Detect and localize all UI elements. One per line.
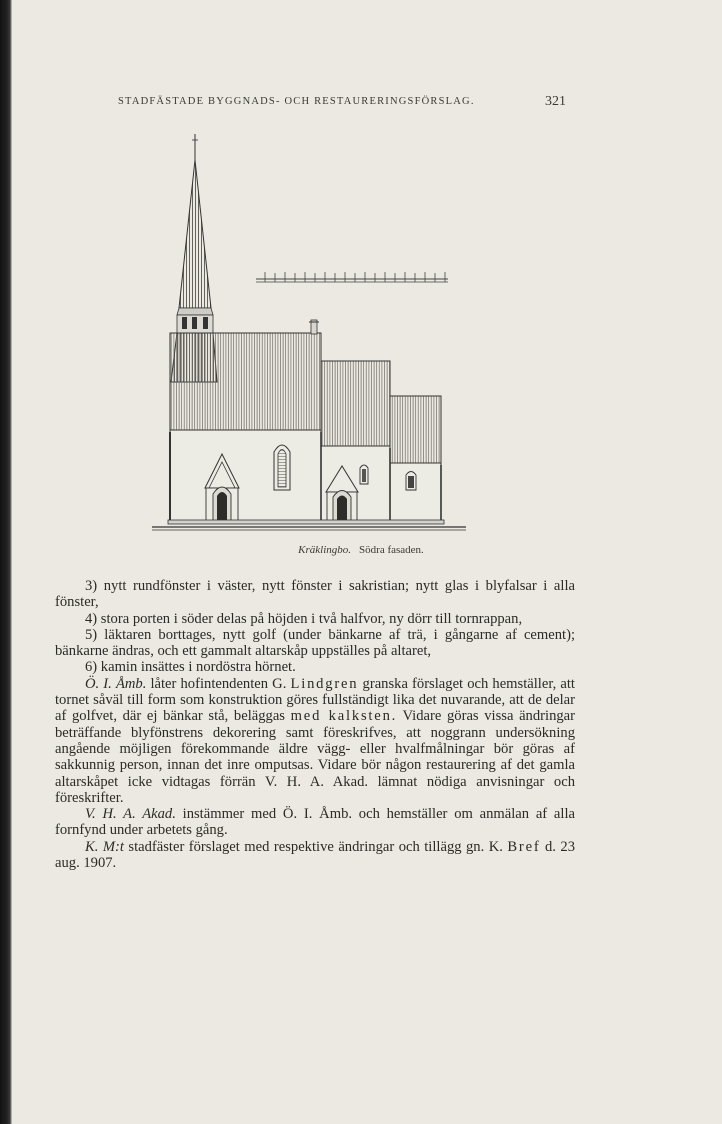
paragraph-kmt <box>55 839 575 872</box>
spaced-med: med kalksten. <box>290 708 398 725</box>
apse-wall <box>390 463 441 522</box>
apse-window <box>406 472 416 491</box>
caption-description: Södra fasaden. <box>359 544 424 556</box>
item-6: 6) kamin insättes i nordöstra hörnet. <box>85 659 296 676</box>
scan-binding-edge <box>0 0 12 1124</box>
text-segment: instämmer med Ö. I. Åmb. och hemställer om anmälan af alla fornfynd under arbetets gång. <box>55 806 575 839</box>
paragraph-amb <box>55 676 575 806</box>
church-south-facade-drawing <box>150 132 470 537</box>
abbr-amb: Ö. I. Åmb. <box>85 675 147 692</box>
nave-roof <box>170 333 321 430</box>
paragraph-vha <box>55 806 575 839</box>
caption-place: Kräklingbo. <box>298 544 352 556</box>
text-segment: stadfäster förslaget med respektive ändringar och tillägg gn. K. <box>128 838 503 855</box>
page-number: 321 <box>545 94 566 109</box>
running-title: STADFÄSTADE BYGGNADS- OCH RESTAURERINGSFÖRSLAG. <box>118 96 475 107</box>
item-4: 4) stora porten i söder delas på höjden i två halfvor, ny dörr till tornrappan, <box>85 610 523 627</box>
apse-roof <box>390 396 441 463</box>
scale-bar <box>256 272 448 282</box>
chancel-window <box>360 465 368 484</box>
name-lindgren: Lindgren <box>290 675 359 692</box>
abbr-vha: V. H. A. Akad. <box>85 806 176 823</box>
body-text <box>55 578 575 871</box>
text-segment: d. 23 aug. 1907. <box>55 838 575 872</box>
text-segment: Vidare göras vissa ändringar beträffande blyfönstrens dekorering samt föreskrifves, att noggrann undersökning angående möjligen förekommande äldre vägg- eller hvalfmålningar bör göras af sakkunnig person, innan det inre omputsas. Vidare bör någon restaurering af det gamla altarskåpet icke vidtagas förrän V. H. A. Akad. lämnat nödiga anvisningar och föreskrifter. <box>55 708 575 806</box>
text-segment: granska förslaget och hemställer, att tornet såväl till form som konstruktion göres fullständigt lika det nuvarande, att de delar af golfvet, där ej bänkar stå, beläggas <box>55 675 575 725</box>
item-5: 5) läktaren borttages, nytt golf (under bänkarne af trä, i gångarne af cement); bänkarne ändras, och ett gammalt altarskåp uppställes på altaret, <box>55 626 575 660</box>
figure-caption <box>0 544 722 556</box>
nave-wall <box>170 430 321 522</box>
item-3: 3) nytt rundfönster i väster, nytt fönster i sakristian; nytt glas i blyfalsar i alla fönster, <box>55 578 575 611</box>
spaced-bref: Bref <box>507 838 541 855</box>
text-segment: låter hofintendenten G. <box>150 675 287 692</box>
plinth <box>168 520 444 524</box>
chancel-roof <box>321 361 390 446</box>
abbr-kmt: K. M:t <box>85 838 124 855</box>
church-elevation-figure <box>150 132 470 537</box>
nave-window <box>274 445 290 490</box>
